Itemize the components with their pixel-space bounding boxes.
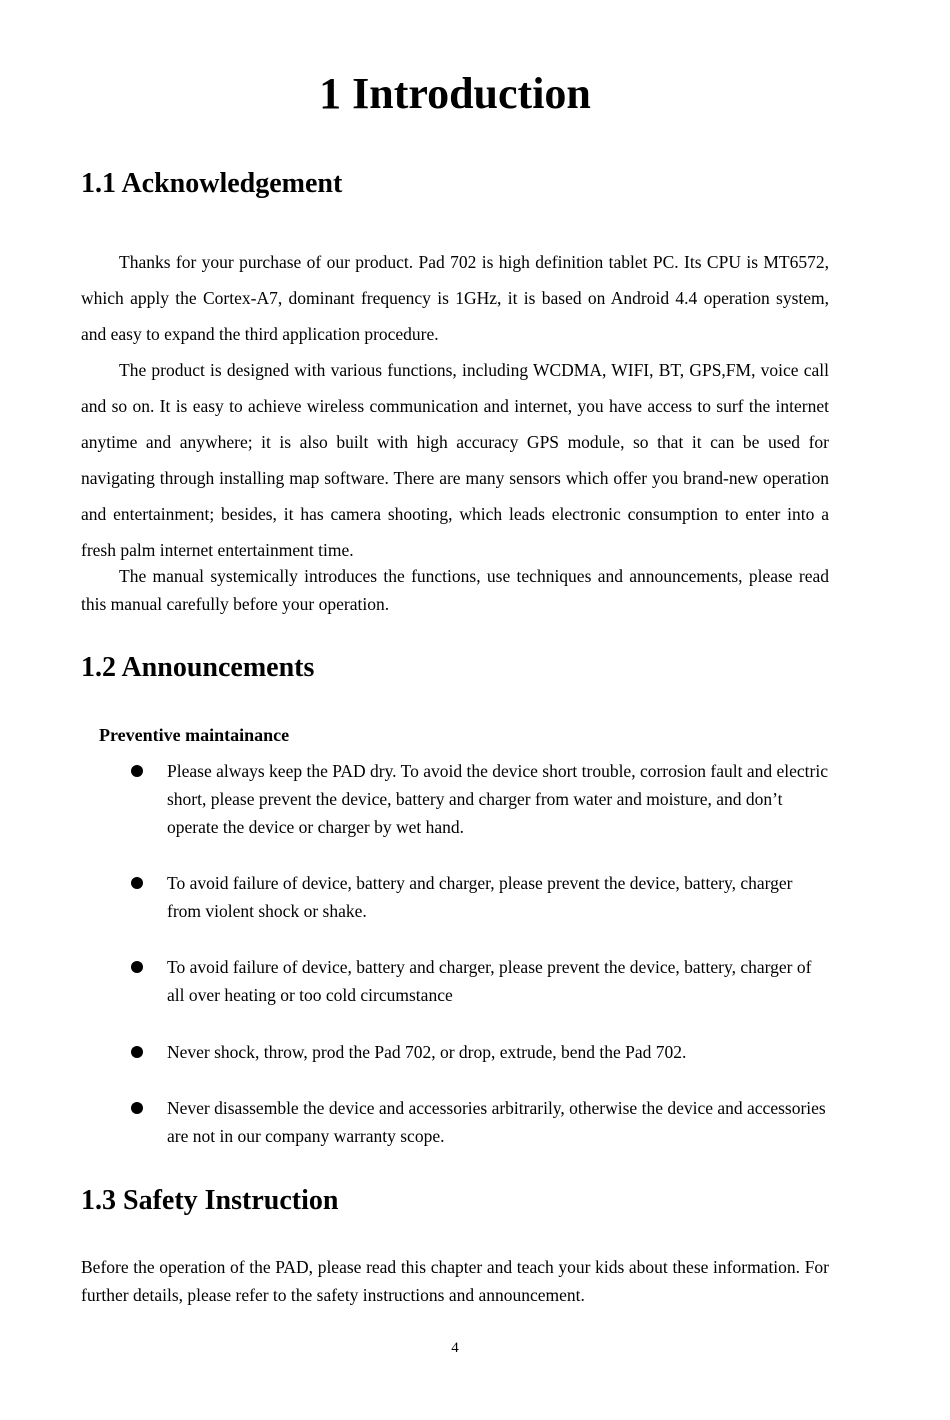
bullet-icon	[131, 877, 143, 889]
bullet-text: Please always keep the PAD dry. To avoid the device short trouble, corrosion fault and electric short, please prevent the device, battery and charger from water and moisture, and don’t operate the device or charger by wet hand.	[167, 761, 828, 837]
bullet-text: Never disassemble the device and accessories arbitrarily, otherwise the device and accessories are not in our company warranty scope.	[167, 1098, 826, 1146]
paragraph-safety: Before the operation of the PAD, please read this chapter and teach your kids about these information. For further details, please refer to the safety instructions and announcement.	[81, 1257, 829, 1305]
list-item	[167, 869, 829, 925]
list-item	[167, 953, 829, 1009]
bullet-text: To avoid failure of device, battery and charger, please prevent the device, battery, charger of all over heating or too cold circumstance	[167, 957, 812, 1005]
section-heading-announcements: 1.2 Announcements	[81, 652, 315, 683]
subheading-preventive-maintainance: Preventive maintainance	[99, 725, 290, 745]
paragraph-manual: The manual systemically introduces the functions, use techniques and announcements, please read this manual carefully before your operation.	[81, 566, 829, 614]
list-item	[167, 1094, 829, 1150]
bullet-icon	[131, 1102, 143, 1114]
acknowledgement-body	[81, 244, 829, 568]
bullet-text: Never shock, throw, prod the Pad 702, or drop, extrude, bend the Pad 702.	[167, 1042, 687, 1062]
safety-body	[81, 1253, 829, 1309]
bullet-icon	[131, 765, 143, 777]
list-item	[167, 1038, 829, 1066]
chapter-title: 1 Introduction	[319, 69, 591, 118]
list-item	[167, 757, 829, 841]
paragraph-functions: The product is designed with various functions, including WCDMA, WIFI, BT, GPS,FM, voice call and so on. It is easy to achieve wireless communication and internet, you have access to surf the internet anytime and anywhere; it is also built with high accuracy GPS module, so that it can be used for navigating through installing map software. There are many sensors which offer you brand-new operation and entertainment; besides, it has camera shooting, which leads electronic consumption to enter into a fresh palm internet entertainment time.	[81, 360, 829, 560]
page-number: 4	[451, 1340, 459, 1356]
acknowledgement-manual	[81, 562, 829, 618]
bullet-text: To avoid failure of device, battery and charger, please prevent the device, battery, charger from violent shock or shake.	[167, 873, 793, 921]
section-heading-acknowledgement: 1.1 Acknowledgement	[81, 168, 343, 199]
bullet-icon	[131, 1046, 143, 1058]
paragraph-purchase: Thanks for your purchase of our product. Pad 702 is high definition tablet PC. Its CPU is MT6572, which apply the Cortex-A7, dominant frequency is 1GHz, it is based on Android 4.4 operation system, and easy to expand the third application procedure.	[81, 252, 829, 344]
bullet-icon	[131, 961, 143, 973]
section-heading-safety-instruction: 1.3 Safety Instruction	[81, 1185, 339, 1216]
